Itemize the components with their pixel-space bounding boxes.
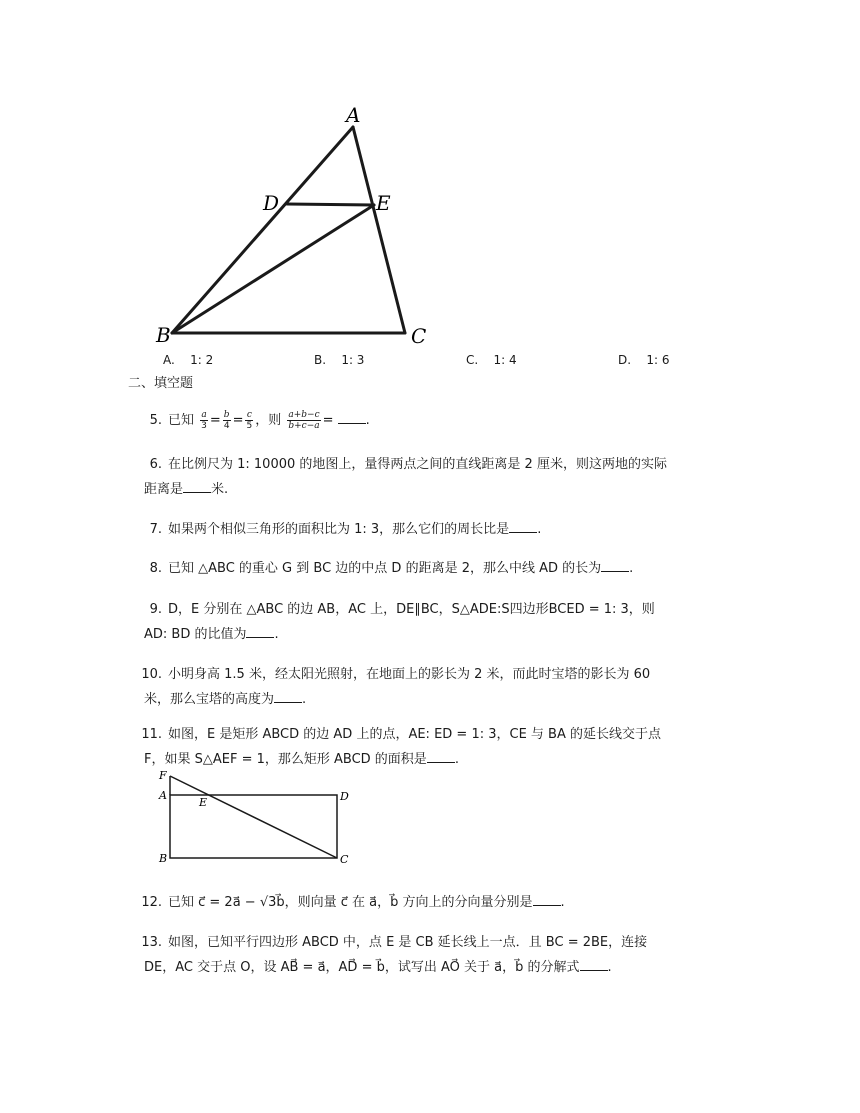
answer-blank[interactable] <box>580 957 608 971</box>
label-a: A <box>159 789 167 802</box>
q11-line2: F，如果 S△AEF = 1，那么矩形 ABCD 的面积是 <box>144 752 427 767</box>
option-a-value: 1: 2 <box>190 353 214 367</box>
q8-text: 已知 △ABC 的重心 G 到 BC 边的中点 D 的距离是 2，那么中线 AD 的长为 <box>168 561 602 576</box>
q5-end: . <box>365 413 370 428</box>
q10-line1: 小明身高 1.5 米，经太阳光照射，在地面上的影长为 2 米，而此时宝塔的影长为 60 <box>168 667 651 682</box>
segment-fc <box>170 776 337 858</box>
question-number: 7. <box>149 522 162 537</box>
label-f: F <box>159 769 167 782</box>
question-11 <box>134 722 738 772</box>
option-d <box>618 353 669 367</box>
fraction-expression: $\frac{a+b-c}{b+c-a}$ <box>288 410 320 431</box>
option-a <box>163 353 213 367</box>
q8-end: . <box>629 561 634 576</box>
question-number: 10. <box>141 667 162 682</box>
q13-line1: 如图，已知平行四边形 ABCD 中，点 E 是 CB 延长线上一点．且 BC = 2BE，连接 <box>168 935 648 950</box>
label-d: D <box>263 191 280 215</box>
question-number: 9. <box>149 602 162 617</box>
option-c-letter: C. <box>466 353 479 367</box>
label-a: A <box>346 103 361 127</box>
label-b: B <box>159 852 168 865</box>
q6-line2: 距离是 <box>144 482 184 497</box>
question-number: 12. <box>141 895 162 910</box>
question-7 <box>134 517 738 542</box>
fraction-a-3: $\frac{a}{3}$ <box>201 410 207 431</box>
option-b-value: 1: 3 <box>341 353 365 367</box>
q10-end: . <box>302 692 307 707</box>
q12-end: . <box>560 895 565 910</box>
q11-line1: 如图，E 是矩形 ABCD 的边 AD 上的点，AE: ED = 1: 3，CE 与 BA 的延长线交于点 <box>168 727 662 742</box>
option-d-value: 1: 6 <box>646 353 670 367</box>
label-d: D <box>340 790 349 803</box>
answer-blank[interactable] <box>274 689 302 703</box>
question-number: 11. <box>141 727 162 742</box>
question-number: 8. <box>149 561 162 576</box>
option-c <box>466 353 517 367</box>
option-b <box>314 353 364 367</box>
q9-line1: D，E 分别在 △ABC 的边 AB，AC 上，DE∥BC，S△ADE:S四边形BCED = 1: 3，则 <box>168 602 655 617</box>
segment-de <box>287 204 374 205</box>
triangle-figure <box>150 100 440 350</box>
segment-be <box>172 205 374 333</box>
fraction-b-4: $\frac{b}{4}$ <box>223 410 230 431</box>
question-8 <box>134 556 738 581</box>
answer-blank[interactable] <box>183 479 211 493</box>
question-9 <box>134 597 738 647</box>
label-b: B <box>156 323 171 347</box>
question-number: 6. <box>149 457 162 472</box>
label-c: C <box>411 324 427 348</box>
answer-blank[interactable] <box>246 624 274 638</box>
question-13 <box>134 930 738 980</box>
q5-then: ，则 <box>255 413 282 428</box>
q10-line2: 米，那么宝塔的高度为 <box>144 692 275 707</box>
option-a-letter: A. <box>163 353 175 367</box>
q12-text: 已知 c⃗ = 2a⃗ − √3b⃗，则向量 c⃗ 在 a⃗，b⃗ 方向上的分向量分别是 <box>168 895 533 910</box>
question-12 <box>134 890 738 915</box>
answer-blank[interactable] <box>533 892 561 906</box>
q5-prefix: 已知 <box>168 413 195 428</box>
label-e: E <box>376 191 391 215</box>
option-b-letter: B. <box>314 353 327 367</box>
fraction-c-5: $\frac{c}{5}$ <box>246 410 253 431</box>
rectangle-abcd <box>170 795 337 858</box>
label-c: C <box>340 853 349 866</box>
label-e: E <box>199 796 208 809</box>
q7-text: 如果两个相似三角形的面积比为 1: 3，那么它们的周长比是 <box>168 522 510 537</box>
answer-blank[interactable] <box>509 519 537 533</box>
q13-line2: DE，AC 交于点 O，设 AB⃗ = a⃗，AD⃗ = b⃗，试写出 AO⃗ 关于 a⃗，b⃗ 的分解式 <box>144 960 580 975</box>
question-number: 13. <box>141 935 162 950</box>
q11-end: . <box>454 752 459 767</box>
q9-end: . <box>274 627 279 642</box>
answer-blank[interactable] <box>601 558 629 572</box>
q6-line2-end: 米. <box>211 482 229 497</box>
option-c-value: 1: 4 <box>493 353 517 367</box>
q6-line1: 在比例尺为 1: 10000 的地图上，量得两点之间的直线距离是 2 厘米，则这两地的实际 <box>168 457 667 472</box>
question-6 <box>134 452 738 502</box>
q7-end: . <box>537 522 542 537</box>
answer-blank[interactable] <box>427 749 455 763</box>
question-5: 5. 已知 $\frac{a}{3}$ = $\frac{b}{4}$ = $\frac{c}{5}$ ，则 $\frac{a+b-c}{b+c-a}$ = . <box>134 408 738 433</box>
q13-end: . <box>607 960 612 975</box>
q9-line2: AD: BD 的比值为 <box>144 627 247 642</box>
section-title: 二、填空题 <box>128 376 194 391</box>
question-10 <box>134 662 738 712</box>
side-ac <box>353 127 405 333</box>
answer-blank[interactable] <box>338 410 366 424</box>
side-ab <box>172 127 353 333</box>
rectangle-figure <box>155 766 355 870</box>
option-d-letter: D. <box>618 353 632 367</box>
question-number: 5. <box>149 413 162 428</box>
